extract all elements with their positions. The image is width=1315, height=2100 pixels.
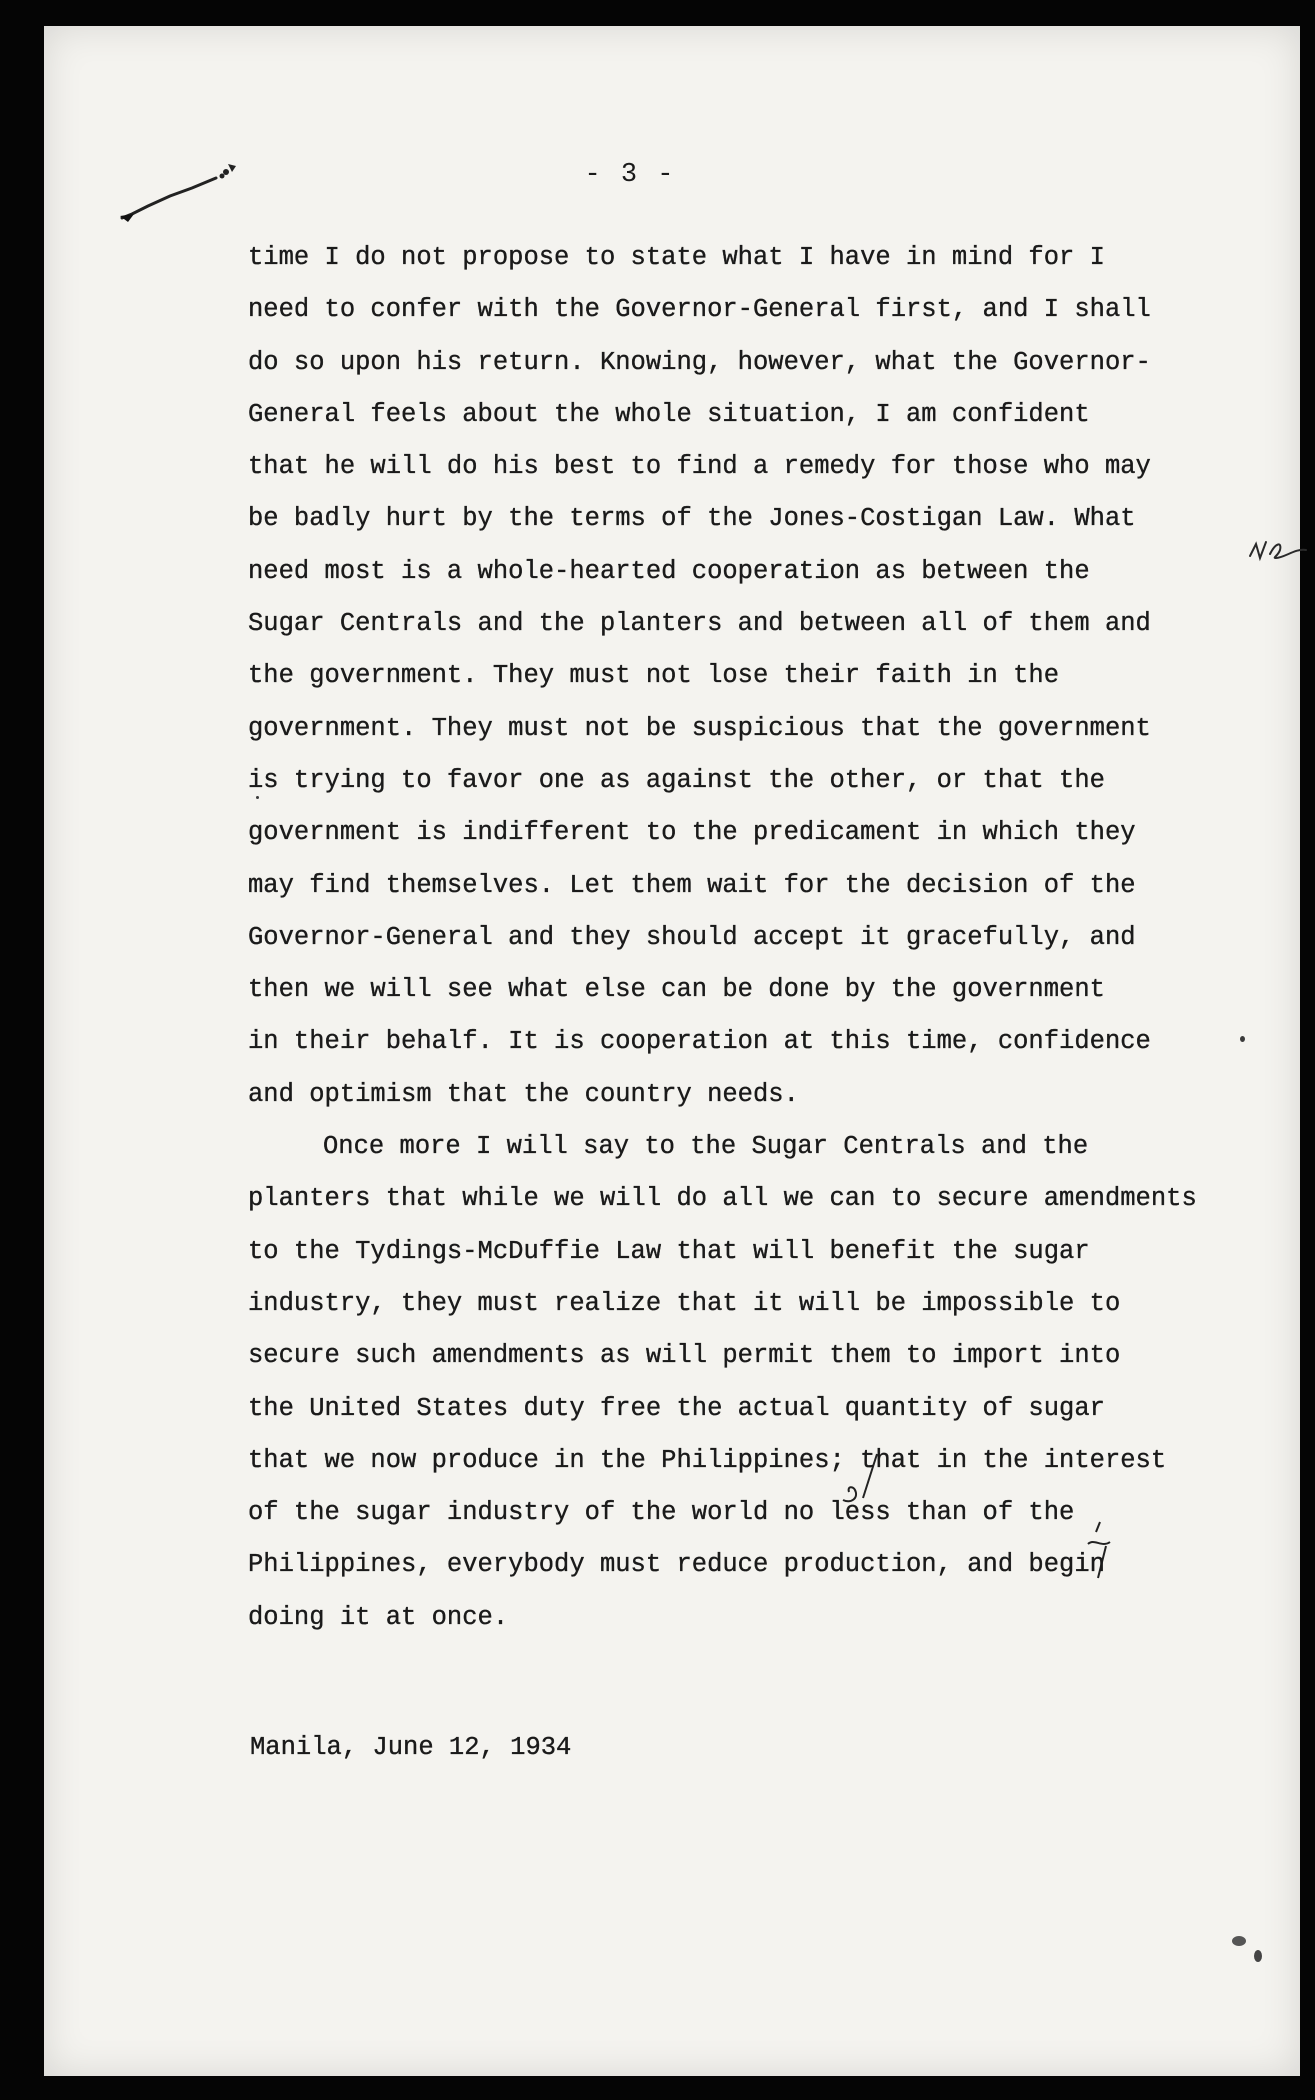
text-line: Once more I will say to the Sugar Centrals and the <box>323 1132 1089 1162</box>
text-line: that we now produce in the Philippines; that in the interest <box>248 1445 1167 1475</box>
speck <box>1254 1950 1262 1962</box>
handwritten-margin-note <box>1246 536 1315 576</box>
text-line: may find themselves. Let them wait for the decision of the <box>248 870 1136 900</box>
text-line: General feels about the whole situation, I am confident <box>248 399 1090 429</box>
speck <box>1232 1936 1246 1946</box>
text-line: industry, they must realize that it will be impossible to <box>248 1288 1121 1318</box>
text-line: planters that while we will do all we can to secure amendments <box>248 1184 1197 1214</box>
text-line: secure such amendments as will permit them to import into <box>248 1341 1121 1371</box>
text-line: need to confer with the Governor-General first, and I shall <box>248 295 1151 325</box>
text-line: government is indifferent to the predicament in which they <box>248 818 1136 848</box>
text-line: in their behalf. It is cooperation at this time, confidence <box>248 1027 1151 1057</box>
text-line: is trying to favor one as against the other, or that the <box>248 765 1105 795</box>
text-line: Governor-General and they should accept it gracefully, and <box>248 922 1136 952</box>
letter-body <box>248 232 1238 1644</box>
text-line: government. They must not be suspicious that the government <box>248 713 1151 743</box>
text-line: then we will see what else can be done by the government <box>248 975 1105 1005</box>
text-line: that he will do his best to find a remedy for those who may <box>248 452 1151 482</box>
text-line: the United States duty free the actual quantity of sugar <box>248 1393 1105 1423</box>
text-line: Philippines, everybody must reduce production, and begin <box>248 1550 1105 1580</box>
speck <box>1240 1036 1245 1042</box>
text-line: to the Tydings-McDuffie Law that will benefit the sugar <box>248 1236 1090 1266</box>
text-line: doing it at once. <box>248 1602 509 1632</box>
text-line: the government. They must not lose their faith in the <box>248 661 1060 691</box>
text-line: of the sugar industry of the world no less than of the <box>248 1498 1075 1528</box>
text-line: do so upon his return. Knowing, however, what the Governor- <box>248 347 1151 377</box>
text-line: and optimism that the country needs. <box>248 1079 799 1109</box>
text-line: time I do not propose to state what I have in mind for I <box>248 243 1105 272</box>
text-line: need most is a whole-hearted cooperation as between the <box>248 556 1090 586</box>
pencil-mark <box>118 136 258 236</box>
page-number: - 3 - <box>584 160 676 190</box>
text-line: be badly hurt by the terms of the Jones-Costigan Law. What <box>248 504 1136 534</box>
dateline: Manila, June 12, 1934 <box>250 1733 572 1762</box>
text-line: Sugar Centrals and the planters and between all of them and <box>248 609 1151 639</box>
